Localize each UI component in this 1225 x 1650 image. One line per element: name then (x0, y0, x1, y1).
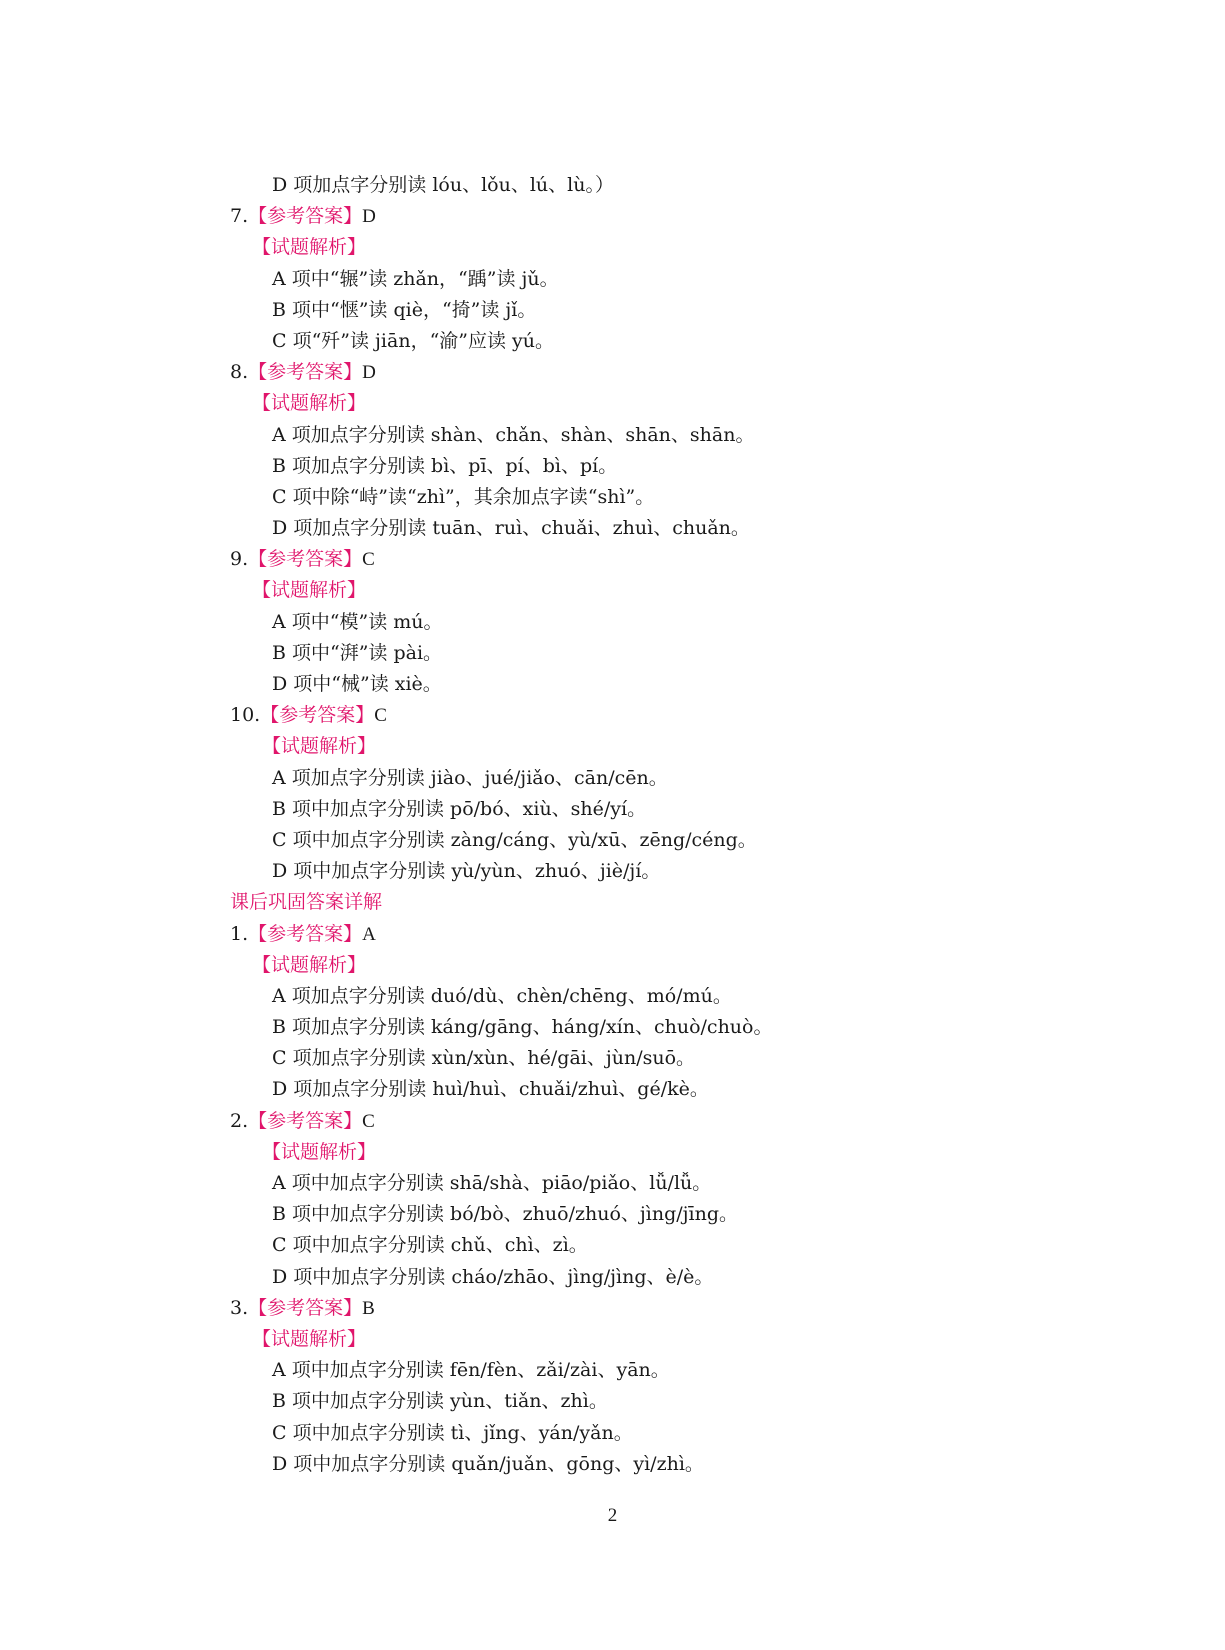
option-explanation: B 项中“惬”读 qiè，“掎”读 jǐ。 (272, 298, 537, 321)
answer-letter: D (362, 362, 376, 384)
analysis-heading-line (230, 575, 1130, 606)
option-explanation: A 项加点字分别读 jiào、jué/jiǎo、cān/cēn。 (272, 766, 668, 789)
analysis-heading-line (230, 731, 1130, 762)
option-explanation: D 项中“械”读 xiè。 (272, 673, 442, 695)
option-explanation: B 项加点字分别读 bì、pī、pí、bì、pí。 (272, 454, 618, 477)
option-explanation: A 项加点字分别读 shàn、chǎn、shàn、shān、shān。 (272, 423, 755, 446)
answer-label: 【参考答案】 (248, 361, 363, 384)
answer-letter: C (362, 549, 375, 571)
option-explanation: B 项中加点字分别读 bó/bò、zhuō/zhuó、jìng/jīng。 (272, 1203, 739, 1226)
question-number: 10. (230, 704, 261, 727)
question-number: 1. (230, 922, 249, 945)
answer-letter: B (362, 1297, 375, 1319)
analysis-heading-line (230, 1324, 1130, 1355)
analysis-label: 【试题解析】 (252, 392, 367, 415)
analysis-label: 【试题解析】 (252, 236, 367, 259)
option-explanation: C 项中加点字分别读 zàng/cáng、yù/xū、zēng/céng。 (272, 828, 757, 851)
analysis-heading-line (230, 1137, 1130, 1168)
answer-label: 【参考答案】 (248, 548, 363, 571)
answer-label: 【参考答案】 (248, 205, 363, 228)
option-explanation: A 项中“辗”读 zhǎn，“踽”读 jǔ。 (272, 267, 559, 290)
question-number: 3. (230, 1296, 249, 1319)
answer-letter: A (362, 923, 376, 945)
analysis-label: 【试题解析】 (252, 953, 367, 976)
analysis-heading-line (230, 232, 1130, 263)
answer-letter: D (362, 206, 376, 228)
option-explanation: C 项中加点字分别读 tì、jǐng、yán/yǎn。 (272, 1421, 633, 1444)
analysis-label: 【试题解析】 (252, 1327, 367, 1350)
option-explanation: B 项中加点字分别读 pō/bó、xiù、shé/yí。 (272, 797, 647, 820)
option-explanation: C 项加点字分别读 xùn/xùn、hé/gāi、jùn/suō。 (272, 1047, 696, 1070)
option-explanation: D 项加点字分别读 lóu、lǒu、lú、lù。） (272, 174, 614, 196)
analysis-heading-line (230, 388, 1130, 419)
question-number: 7. (230, 205, 249, 228)
option-explanation: B 项加点字分别读 káng/gāng、háng/xín、chuò/chuò。 (272, 1016, 773, 1039)
analysis-heading-line (230, 950, 1130, 981)
answer-label: 【参考答案】 (260, 704, 375, 727)
question-number: 9. (230, 548, 249, 571)
option-explanation: B 项中“湃”读 pài。 (272, 641, 443, 664)
option-explanation: D 项加点字分别读 tuān、ruì、chuǎi、zhuì、chuǎn。 (272, 517, 750, 540)
option-explanation: A 项加点字分别读 duó/dù、chèn/chēng、mó/mú。 (272, 984, 732, 1007)
option-explanation: D 项中加点字分别读 cháo/zhāo、jìng/jìng、è/è。 (272, 1265, 714, 1288)
question-number: 2. (230, 1109, 249, 1132)
option-explanation: D 项中加点字分别读 quǎn/juǎn、gōng、yì/zhì。 (272, 1452, 704, 1475)
page-number: 2 (607, 1505, 618, 1526)
option-explanation: A 项中加点字分别读 fēn/fèn、zǎi/zài、yān。 (272, 1359, 670, 1382)
answer-explanations (230, 170, 1130, 1480)
answer-line (230, 201, 1130, 232)
answer-line (230, 357, 1130, 388)
option-explanation: C 项“歼”读 jiān，“渝”应读 yú。 (272, 329, 555, 352)
option-explanation: D 项中加点字分别读 yù/yùn、zhuó、jiè/jí。 (272, 860, 661, 883)
answer-letter: C (362, 1110, 375, 1132)
option-explanation: A 项中“模”读 mú。 (272, 610, 443, 633)
option-explanation: A 项中加点字分别读 shā/shà、piāo/piǎo、lǚ/lǚ。 (272, 1172, 712, 1194)
option-explanation: C 项中加点字分别读 chǔ、chì、zì。 (272, 1234, 588, 1257)
option-explanation: D 项加点字分别读 huì/huì、chuǎi/zhuì、gé/kè。 (272, 1078, 709, 1101)
option-explanation: C 项中除“峙”读“zhì”，其余加点字读“shì”。 (272, 485, 655, 508)
analysis-label: 【试题解析】 (262, 1140, 377, 1163)
answer-label: 【参考答案】 (248, 1296, 363, 1319)
answer-line (230, 1293, 1130, 1324)
question-number: 8. (230, 361, 249, 384)
answer-letter: C (374, 705, 387, 727)
analysis-label: 【试题解析】 (252, 579, 367, 602)
answer-line (230, 919, 1130, 950)
answer-line (230, 700, 1130, 731)
analysis-label: 【试题解析】 (262, 735, 377, 758)
option-explanation: B 项中加点字分别读 yùn、tiǎn、zhì。 (272, 1390, 608, 1413)
answer-line (230, 544, 1130, 575)
answer-label: 【参考答案】 (248, 922, 363, 945)
section-title: 课后巩固答案详解 (230, 891, 383, 914)
answer-line (230, 1106, 1130, 1137)
answer-label: 【参考答案】 (248, 1109, 363, 1132)
